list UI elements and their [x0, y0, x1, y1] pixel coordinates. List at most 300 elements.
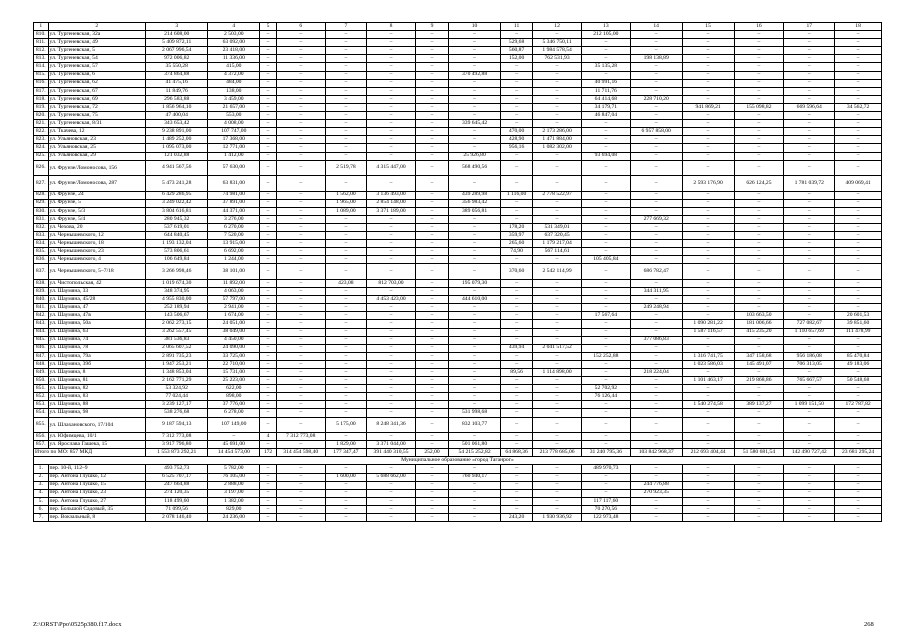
- total-row: [34, 449, 882, 457]
- value-cell: –: [630, 256, 682, 264]
- value-cell: –: [682, 31, 734, 39]
- value-cell: –: [682, 296, 734, 304]
- value-cell: –: [630, 393, 682, 401]
- row-number-cell: 845.: [34, 336, 49, 344]
- total-value-cell: 51 580 681,54: [734, 449, 784, 457]
- value-cell: –: [835, 481, 882, 489]
- value-cell: –: [835, 207, 882, 215]
- value-cell: –: [449, 79, 501, 87]
- value-cell: –: [533, 433, 582, 441]
- value-cell: –: [581, 441, 630, 449]
- value-cell: 389 137,27: [734, 401, 784, 409]
- value-cell: –: [734, 240, 784, 248]
- value-cell: 49 183,06: [835, 360, 882, 368]
- value-cell: –: [835, 497, 882, 505]
- value-cell: 529,68: [501, 39, 533, 47]
- value-cell: 17 368,00: [208, 136, 260, 144]
- address-cell: ул. Чистопольская, 42: [48, 279, 146, 287]
- value-cell: –: [784, 95, 835, 103]
- table-row: [34, 256, 882, 264]
- table-row: [34, 377, 882, 385]
- value-cell: –: [276, 417, 325, 433]
- value-cell: –: [581, 344, 630, 352]
- value-cell: –: [415, 328, 448, 336]
- value-cell: 93 694,08: [581, 152, 630, 160]
- value-cell: –: [682, 312, 734, 320]
- value-cell: –: [784, 336, 835, 344]
- value-cell: 4 372,00: [208, 71, 260, 79]
- value-cell: –: [415, 360, 448, 368]
- value-cell: 181 006,66: [734, 320, 784, 328]
- value-cell: –: [325, 152, 367, 160]
- value-cell: –: [784, 55, 835, 63]
- value-cell: –: [260, 112, 277, 120]
- value-cell: –: [260, 288, 277, 296]
- value-cell: –: [415, 248, 448, 256]
- table-row: [34, 136, 882, 144]
- value-cell: 2 941,00: [208, 304, 260, 312]
- value-cell: –: [784, 489, 835, 497]
- value-cell: 409 069,41: [835, 176, 882, 192]
- value-cell: –: [501, 320, 533, 328]
- value-cell: –: [784, 304, 835, 312]
- value-cell: 359,97: [501, 232, 533, 240]
- value-cell: –: [276, 465, 325, 473]
- value-cell: –: [533, 296, 582, 304]
- value-cell: –: [581, 47, 630, 55]
- value-cell: –: [630, 409, 682, 417]
- value-cell: 77 024,44: [146, 393, 208, 401]
- value-cell: –: [734, 31, 784, 39]
- address-cell: ул. Чехова, 20: [48, 223, 146, 231]
- value-cell: 727 082,67: [784, 320, 835, 328]
- value-cell: –: [367, 256, 416, 264]
- value-cell: –: [533, 160, 582, 176]
- address-cell: ул. Тургеневская, 54: [48, 55, 146, 63]
- value-cell: –: [835, 136, 882, 144]
- value-cell: –: [276, 513, 325, 521]
- value-cell: 57 797,00: [208, 296, 260, 304]
- address-cell: ул. Шаумяна, 81: [48, 377, 146, 385]
- value-cell: 6 525 707,17: [146, 473, 208, 481]
- value-cell: 1 244,00: [208, 256, 260, 264]
- value-cell: –: [630, 144, 682, 152]
- value-cell: –: [325, 344, 367, 352]
- value-cell: –: [734, 55, 784, 63]
- value-cell: 25 926,80: [449, 152, 501, 160]
- value-cell: –: [734, 95, 784, 103]
- table-row: [34, 296, 882, 304]
- value-cell: –: [415, 87, 448, 95]
- value-cell: –: [367, 63, 416, 71]
- value-cell: –: [415, 103, 448, 111]
- value-cell: –: [533, 112, 582, 120]
- value-cell: 4 008,00: [208, 120, 260, 128]
- value-cell: –: [682, 191, 734, 199]
- value-cell: –: [682, 87, 734, 95]
- value-cell: –: [501, 441, 533, 449]
- row-number-cell: 827.: [34, 176, 49, 192]
- value-cell: –: [784, 136, 835, 144]
- value-cell: –: [415, 152, 448, 160]
- section-title: Муниципальное образование «город Таганрог»: [34, 457, 882, 465]
- value-cell: –: [260, 441, 277, 449]
- value-cell: 6 270,00: [208, 223, 260, 231]
- table-row: [34, 417, 882, 433]
- value-cell: –: [835, 489, 882, 497]
- value-cell: –: [415, 31, 448, 39]
- value-cell: –: [581, 328, 630, 336]
- value-cell: –: [276, 352, 325, 360]
- value-cell: –: [835, 264, 882, 280]
- value-cell: –: [260, 215, 277, 223]
- total-value-cell: 23 681 295,24: [835, 449, 882, 457]
- value-cell: 2 542 114,99: [533, 264, 582, 280]
- value-cell: –: [682, 344, 734, 352]
- value-cell: –: [581, 279, 630, 287]
- value-cell: –: [260, 513, 277, 521]
- value-cell: –: [581, 240, 630, 248]
- address-cell: ул. Тургеневская, 6: [48, 71, 146, 79]
- value-cell: –: [630, 505, 682, 513]
- address-cell: ул. Ульяновская, 25: [48, 144, 146, 152]
- value-cell: –: [276, 377, 325, 385]
- value-cell: –: [276, 296, 325, 304]
- value-cell: –: [276, 489, 325, 497]
- value-cell: –: [581, 207, 630, 215]
- total-value-cell: 172: [260, 449, 277, 457]
- value-cell: –: [501, 505, 533, 513]
- address-cell: ул. Ульяновская, 29: [48, 152, 146, 160]
- value-cell: –: [260, 79, 277, 87]
- value-cell: –: [784, 256, 835, 264]
- value-cell: –: [501, 71, 533, 79]
- value-cell: –: [734, 47, 784, 55]
- value-cell: 41 475,16: [146, 79, 208, 87]
- value-cell: –: [449, 497, 501, 505]
- value-cell: –: [276, 497, 325, 505]
- value-cell: 1 110 657,69: [784, 328, 835, 336]
- value-cell: 172 787,82: [835, 401, 882, 409]
- value-cell: –: [630, 103, 682, 111]
- value-cell: 37 776,00: [208, 401, 260, 409]
- value-cell: –: [630, 176, 682, 192]
- value-cell: –: [325, 39, 367, 47]
- value-cell: –: [784, 232, 835, 240]
- value-cell: –: [533, 401, 582, 409]
- value-cell: –: [501, 481, 533, 489]
- value-cell: –: [835, 223, 882, 231]
- address-cell: ул. Шаумяна, 98: [48, 409, 146, 417]
- value-cell: 143 506,67: [146, 312, 208, 320]
- value-cell: 1 019 674,30: [146, 279, 208, 287]
- value-cell: –: [835, 513, 882, 521]
- address-cell: ул. Чернышевского, 12: [48, 232, 146, 240]
- value-cell: –: [835, 39, 882, 47]
- value-cell: –: [581, 433, 630, 441]
- value-cell: –: [501, 176, 533, 192]
- value-cell: –: [784, 191, 835, 199]
- value-cell: –: [784, 465, 835, 473]
- value-cell: –: [325, 393, 367, 401]
- value-cell: –: [415, 417, 448, 433]
- value-cell: –: [682, 513, 734, 521]
- value-cell: –: [630, 120, 682, 128]
- table-row: [34, 120, 882, 128]
- value-cell: –: [784, 393, 835, 401]
- value-cell: –: [415, 473, 448, 481]
- value-cell: –: [630, 377, 682, 385]
- row-number-cell: 814.: [34, 63, 49, 71]
- value-cell: 20 601,53: [835, 312, 882, 320]
- table-row: [34, 223, 882, 231]
- table-row: [34, 393, 882, 401]
- total-value-cell: 14 454 573,00: [208, 449, 260, 457]
- value-cell: –: [734, 199, 784, 207]
- value-cell: 538 276,68: [146, 409, 208, 417]
- value-cell: –: [501, 288, 533, 296]
- value-cell: 52 702,92: [581, 385, 630, 393]
- value-cell: –: [835, 63, 882, 71]
- value-cell: 1 090 281,22: [682, 320, 734, 328]
- table-row: [34, 152, 882, 160]
- value-cell: –: [501, 497, 533, 505]
- value-cell: –: [784, 264, 835, 280]
- value-cell: –: [260, 191, 277, 199]
- value-cell: 11 892,00: [208, 279, 260, 287]
- value-cell: –: [630, 417, 682, 433]
- value-cell: 74 981,00: [208, 191, 260, 199]
- value-cell: –: [325, 320, 367, 328]
- value-cell: –: [581, 176, 630, 192]
- value-cell: 2 891 735,23: [146, 352, 208, 360]
- value-cell: 23 418,00: [208, 47, 260, 55]
- value-cell: –: [367, 112, 416, 120]
- value-cell: 2 519,78: [325, 160, 367, 176]
- value-cell: –: [682, 47, 734, 55]
- value-cell: –: [630, 296, 682, 304]
- address-cell: ул. Фрунзе/Ломоносова, 156: [48, 160, 146, 176]
- value-cell: 155 098,82: [734, 103, 784, 111]
- value-cell: 3 136 493,00: [367, 191, 416, 199]
- value-cell: –: [581, 336, 630, 344]
- value-cell: –: [276, 199, 325, 207]
- value-cell: –: [415, 191, 448, 199]
- value-cell: –: [581, 489, 630, 497]
- value-cell: –: [325, 409, 367, 417]
- value-cell: 2 062 273,15: [146, 320, 208, 328]
- value-cell: –: [533, 377, 582, 385]
- row-number-cell: 810.: [34, 31, 49, 39]
- value-cell: –: [533, 304, 582, 312]
- value-cell: 11 336,00: [208, 55, 260, 63]
- value-cell: –: [734, 87, 784, 95]
- value-cell: –: [533, 320, 582, 328]
- value-cell: –: [630, 223, 682, 231]
- value-cell: –: [682, 120, 734, 128]
- value-cell: –: [449, 55, 501, 63]
- value-cell: –: [367, 215, 416, 223]
- table-row: [34, 128, 882, 136]
- column-number-header: 10: [449, 23, 501, 31]
- value-cell: –: [682, 71, 734, 79]
- value-cell: –: [449, 47, 501, 55]
- value-cell: 1 600,00: [325, 473, 367, 481]
- table-row: [34, 489, 882, 497]
- value-cell: 4 955 830,00: [146, 296, 208, 304]
- value-cell: –: [276, 264, 325, 280]
- value-cell: –: [260, 296, 277, 304]
- value-cell: 1 412,00: [208, 152, 260, 160]
- value-cell: –: [734, 39, 784, 47]
- address-cell: ул. Шаумяна, 79а: [48, 352, 146, 360]
- value-cell: 57 630,00: [208, 160, 260, 176]
- value-cell: 3 459,00: [208, 95, 260, 103]
- value-cell: –: [325, 103, 367, 111]
- value-cell: –: [501, 152, 533, 160]
- table-row: [34, 144, 882, 152]
- value-cell: –: [367, 103, 416, 111]
- table-row: [34, 473, 882, 481]
- value-cell: –: [367, 95, 416, 103]
- value-cell: –: [835, 87, 882, 95]
- address-cell: ул. Чернышевского, 18: [48, 240, 146, 248]
- value-cell: –: [260, 199, 277, 207]
- row-number-cell: 855.: [34, 417, 49, 433]
- value-cell: –: [581, 377, 630, 385]
- value-cell: –: [367, 328, 416, 336]
- value-cell: 50 548,68: [835, 377, 882, 385]
- value-cell: 252 189,94: [146, 304, 208, 312]
- value-cell: –: [501, 296, 533, 304]
- value-cell: –: [367, 360, 416, 368]
- value-cell: 439 289,98: [449, 191, 501, 199]
- value-cell: –: [367, 288, 416, 296]
- value-cell: –: [581, 39, 630, 47]
- value-cell: 89,56: [501, 368, 533, 376]
- address-cell: ул. Ткачева, 12: [48, 128, 146, 136]
- value-cell: –: [415, 120, 448, 128]
- value-cell: 2 854 148,00: [367, 199, 416, 207]
- value-cell: –: [367, 465, 416, 473]
- value-cell: –: [835, 304, 882, 312]
- column-number-header: 15: [682, 23, 734, 31]
- address-cell: ул. Тургеневская, 72: [48, 103, 146, 111]
- column-number-header: 4: [208, 23, 260, 31]
- value-cell: 105 405,84: [581, 256, 630, 264]
- value-cell: 553,00: [208, 112, 260, 120]
- value-cell: –: [449, 505, 501, 513]
- value-cell: –: [501, 160, 533, 176]
- row-number-cell: 829.: [34, 199, 49, 207]
- value-cell: –: [734, 481, 784, 489]
- value-cell: –: [260, 176, 277, 192]
- value-cell: 2 503,00: [208, 31, 260, 39]
- value-cell: –: [276, 87, 325, 95]
- value-cell: –: [533, 489, 582, 497]
- value-cell: 195 079,30: [449, 279, 501, 287]
- value-cell: –: [449, 215, 501, 223]
- value-cell: –: [682, 160, 734, 176]
- value-cell: 280 945,32: [146, 215, 208, 223]
- value-cell: –: [784, 152, 835, 160]
- value-cell: –: [276, 136, 325, 144]
- value-cell: –: [784, 279, 835, 287]
- table-row: [34, 248, 882, 256]
- value-cell: –: [533, 95, 582, 103]
- value-cell: –: [449, 433, 501, 441]
- value-cell: –: [260, 417, 277, 433]
- value-cell: –: [449, 360, 501, 368]
- value-cell: –: [260, 31, 277, 39]
- value-cell: –: [260, 240, 277, 248]
- value-cell: –: [501, 433, 533, 441]
- value-cell: –: [501, 409, 533, 417]
- row-number-cell: 840.: [34, 296, 49, 304]
- value-cell: 25 223,00: [208, 377, 260, 385]
- value-cell: –: [449, 385, 501, 393]
- table-row: [34, 191, 882, 199]
- address-cell: пер. Большой Садовый, 35: [48, 505, 146, 513]
- value-cell: 501 061,80: [449, 441, 501, 449]
- value-cell: –: [276, 47, 325, 55]
- address-cell: ул. Шаумяна, 88: [48, 401, 146, 409]
- value-cell: –: [734, 505, 784, 513]
- value-cell: –: [276, 63, 325, 71]
- value-cell: 24 051,00: [208, 320, 260, 328]
- value-cell: –: [501, 401, 533, 409]
- value-cell: 9 187 594,13: [146, 417, 208, 433]
- value-cell: –: [533, 31, 582, 39]
- value-cell: 39 851,60: [835, 320, 882, 328]
- value-cell: –: [276, 232, 325, 240]
- value-cell: –: [835, 296, 882, 304]
- value-cell: 1 984 578,54: [533, 47, 582, 55]
- value-cell: –: [630, 71, 682, 79]
- value-cell: –: [449, 103, 501, 111]
- table-row: [34, 344, 882, 352]
- value-cell: –: [501, 279, 533, 287]
- value-cell: –: [734, 112, 784, 120]
- row-number-cell: 832.: [34, 223, 49, 231]
- value-cell: 35 135,28: [581, 63, 630, 71]
- row-number-cell: 817.: [34, 87, 49, 95]
- table-row: [34, 401, 882, 409]
- row-number-cell: 850.: [34, 377, 49, 385]
- value-cell: 356 983,42: [449, 199, 501, 207]
- value-cell: 370,60: [501, 264, 533, 280]
- value-cell: –: [325, 377, 367, 385]
- value-cell: –: [682, 433, 734, 441]
- value-cell: 4 450,00: [208, 336, 260, 344]
- value-cell: –: [784, 481, 835, 489]
- value-cell: –: [325, 304, 367, 312]
- value-cell: –: [835, 191, 882, 199]
- value-cell: 3 917 796,80: [146, 441, 208, 449]
- value-cell: –: [630, 465, 682, 473]
- value-cell: –: [835, 417, 882, 433]
- value-cell: –: [784, 160, 835, 176]
- value-cell: –: [784, 39, 835, 47]
- footer-page-number: 268: [864, 621, 874, 628]
- value-cell: 6 278,00: [208, 409, 260, 417]
- value-cell: –: [325, 360, 367, 368]
- value-cell: –: [276, 473, 325, 481]
- value-cell: 381 536,83: [146, 336, 208, 344]
- column-number-header: 17: [784, 23, 835, 31]
- value-cell: –: [533, 215, 582, 223]
- row-number-cell: 851.: [34, 385, 49, 393]
